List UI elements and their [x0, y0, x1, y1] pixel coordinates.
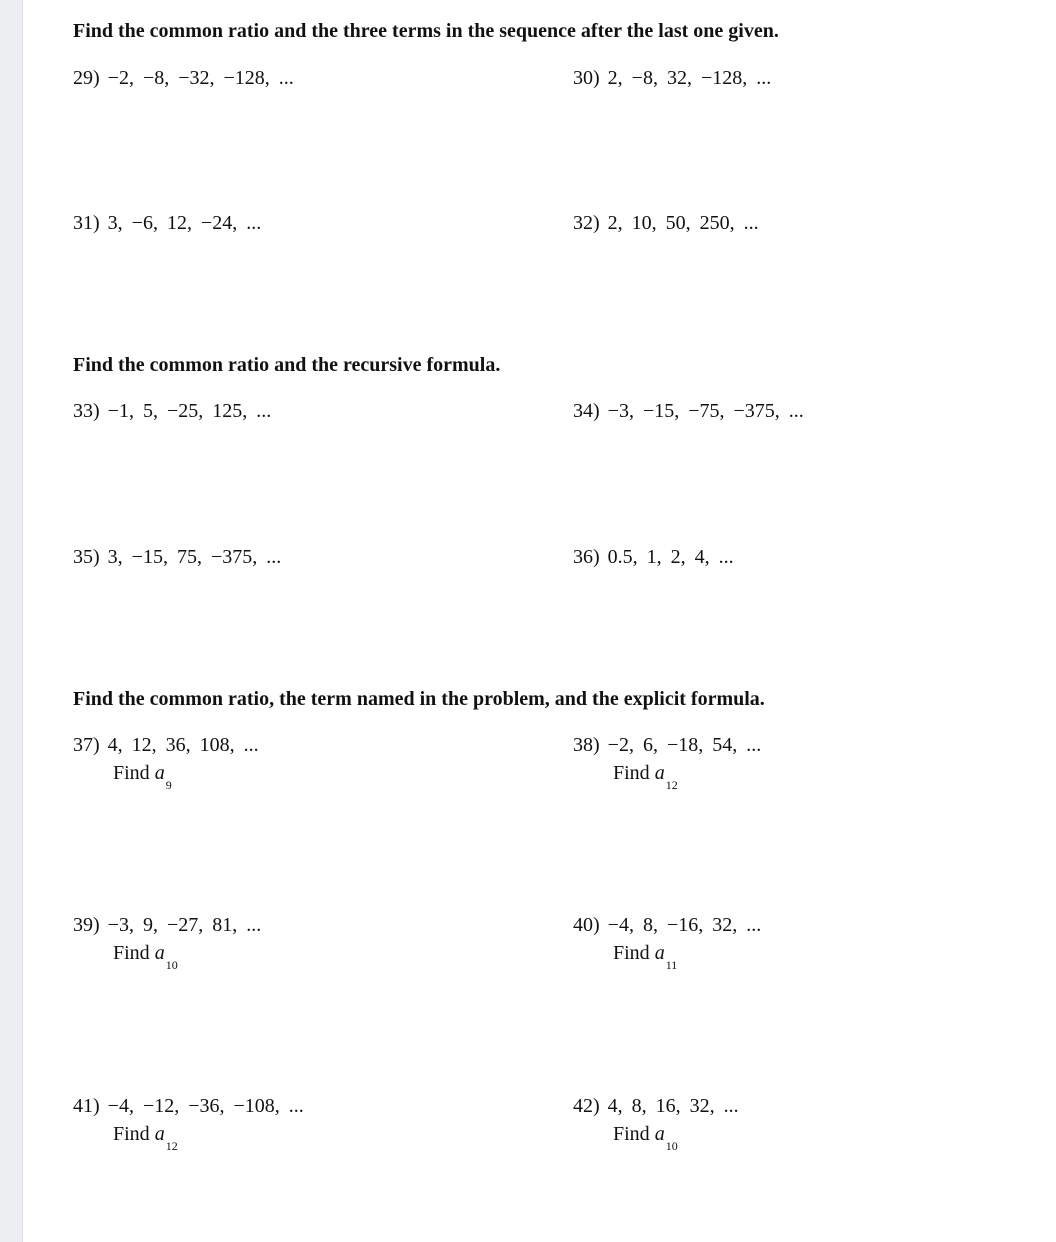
problem-terms: −4, 8, −16, 32, ... [607, 914, 762, 936]
section-3-instruction: Find the common ratio, the term named in the problem, and the explicit formula. [73, 688, 765, 710]
problem-terms: 2, −8, 32, −128, ... [607, 67, 772, 89]
problem-number: 35) [73, 546, 100, 568]
worksheet-page [23, 0, 1056, 1242]
find-label: Find [113, 942, 150, 964]
problem-30 [573, 66, 771, 90]
term-subscript: 9 [165, 778, 172, 792]
problem-number: 31) [73, 212, 100, 234]
find-term-line [613, 941, 761, 972]
problem-39 [73, 913, 262, 972]
problem-number: 34) [573, 400, 600, 422]
problem-number: 37) [73, 734, 100, 756]
find-label: Find [113, 1123, 150, 1145]
term-variable: a [654, 762, 665, 784]
problem-sequence-line [73, 545, 281, 569]
problem-38 [573, 733, 762, 792]
problem-sequence-line [573, 545, 734, 569]
problem-sequence-line [573, 733, 761, 757]
problem-35 [73, 545, 281, 569]
find-term-line [113, 941, 261, 972]
section-2-instruction: Find the common ratio and the recursive formula. [73, 354, 501, 376]
find-label: Find [613, 942, 650, 964]
problem-29 [73, 66, 294, 90]
problem-sequence-line [73, 913, 261, 937]
find-label: Find [613, 1123, 650, 1145]
problem-number: 33) [73, 400, 100, 422]
problem-sequence-line [73, 1094, 304, 1118]
problem-32 [573, 211, 759, 235]
problem-sequence-line [573, 399, 804, 423]
problem-terms: 2, 10, 50, 250, ... [607, 212, 759, 234]
find-term-line [613, 761, 761, 792]
problem-33 [73, 399, 271, 423]
term-subscript: 10 [665, 1139, 678, 1153]
problem-number: 29) [73, 67, 100, 89]
term-subscript: 10 [165, 958, 178, 972]
term-subscript: 12 [665, 778, 678, 792]
problem-sequence-line [73, 66, 294, 90]
problem-terms: −3, −15, −75, −375, ... [607, 400, 804, 422]
term-variable: a [154, 762, 165, 784]
problem-sequence-line [573, 211, 759, 235]
term-variable: a [154, 942, 165, 964]
section-1-instruction: Find the common ratio and the three terms in the sequence after the last one given. [73, 20, 779, 42]
problem-terms: 4, 12, 36, 108, ... [107, 734, 259, 756]
find-label: Find [113, 762, 150, 784]
problem-terms: −1, 5, −25, 125, ... [107, 400, 272, 422]
problem-number: 42) [573, 1095, 600, 1117]
find-term-line [613, 1122, 739, 1153]
term-subscript: 11 [665, 958, 678, 972]
term-variable: a [654, 942, 665, 964]
find-term-line [113, 1122, 304, 1153]
problem-sequence-line [573, 66, 771, 90]
problem-34 [573, 399, 804, 423]
problem-number: 38) [573, 734, 600, 756]
problem-number: 39) [73, 914, 100, 936]
problem-terms: 3, −15, 75, −375, ... [107, 546, 282, 568]
problem-number: 30) [573, 67, 600, 89]
problem-number: 36) [573, 546, 600, 568]
problem-31 [73, 211, 261, 235]
term-subscript: 12 [165, 1139, 178, 1153]
term-variable: a [154, 1123, 165, 1145]
problem-sequence-line [73, 399, 271, 423]
problem-terms: −4, −12, −36, −108, ... [107, 1095, 304, 1117]
problem-terms: 3, −6, 12, −24, ... [107, 212, 262, 234]
problem-terms: −3, 9, −27, 81, ... [107, 914, 262, 936]
problem-42 [573, 1094, 739, 1153]
problem-number: 41) [73, 1095, 100, 1117]
problem-sequence-line [573, 1094, 739, 1118]
find-label: Find [613, 762, 650, 784]
problem-37 [73, 733, 259, 792]
problem-36 [573, 545, 734, 569]
problem-terms: 0.5, 1, 2, 4, ... [607, 546, 734, 568]
viewer-left-gutter [0, 0, 23, 1242]
problem-number: 40) [573, 914, 600, 936]
problem-41 [73, 1094, 304, 1153]
find-term-line [113, 761, 259, 792]
term-variable: a [654, 1123, 665, 1145]
problem-terms: −2, −8, −32, −128, ... [107, 67, 294, 89]
problem-number: 32) [573, 212, 600, 234]
problem-terms: 4, 8, 16, 32, ... [607, 1095, 739, 1117]
problem-40 [573, 913, 762, 972]
problem-sequence-line [73, 211, 261, 235]
problem-sequence-line [573, 913, 761, 937]
problem-sequence-line [73, 733, 259, 757]
problem-terms: −2, 6, −18, 54, ... [607, 734, 762, 756]
